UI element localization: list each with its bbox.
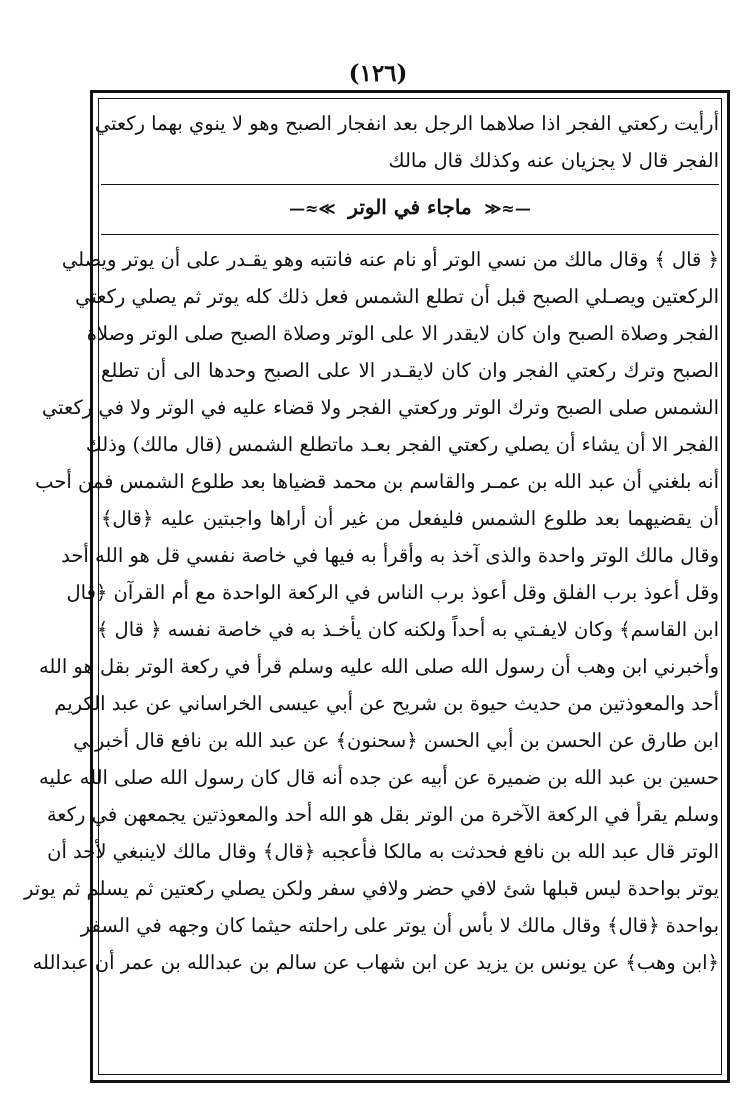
body-line: وقل أعوذ برب الفلق وقل أعوذ برب الناس في الركعة الواحدة مع أم القرآن ﴿قال: [66, 581, 719, 604]
body-line: ابن طارق عن الحسن بن أبي الحسن ﴿سحنون﴾ عن عبد الله بن نافع قال أخبرني: [73, 729, 719, 752]
section-heading: [101, 185, 719, 229]
body-line: الوتر قال عبد الله بن نافع فحدثت به مالكا فأعجبه ﴿قال﴾ وقال مالك لاينبغي لأحد أن: [47, 840, 719, 863]
body-line: بواحدة ﴿قال﴾ وقال مالك لا بأس أن يوتر على راحلته حيثما كان وجهه في السفر: [80, 914, 719, 937]
ornament-right: —≈≪: [484, 199, 531, 218]
ornament-left: ≫≈—: [289, 199, 336, 218]
text-content: [24, 103, 719, 1072]
body-line: أنه بلغني أن عبد الله بن عمـر والقاسم بن محمد قضياها بعد طلوع الشمس فمن أحب: [35, 470, 719, 493]
body-line: الفجر الا أن يشاء أن يصلي ركعتي الفجر بعـد ماتطلع الشمس (قال مالك) وذلك: [85, 433, 719, 456]
body-line: أحد والمعوذتين من حديث حيوة بن شريح عن أبي عيسى الخراساني عن عبد الكريم: [54, 692, 719, 715]
body-line: أن يقضيهما بعد طلوع الشمس فليفعل من غير أن أراها واجبتين عليه ﴿قال﴾: [101, 507, 719, 530]
body-line: الفجر وصلاة الصبح وان كان لايقدر الا على الوتر وصلاة الصبح صلى الوتر وصلاة: [86, 322, 719, 345]
body-line: وأخبرني ابن وهب أن رسول الله صلى الله عليه وسلم قرأ في ركعة الوتر بقل هو الله: [38, 655, 719, 678]
intro-line: الفجر قال لا يجزيان عنه وكذلك قال مالك: [388, 149, 719, 172]
body-line: ﴿ قال ﴾ وقال مالك من نسي الوتر أو نام عنه فانتبه وهو يقـدر على أن يوتر ويصلي: [61, 248, 719, 271]
body-line: ابن القاسم﴾ وكان لايفـتي به أحداً ولكنه كان يأخـذ به في خاصة نفسه ﴿ قال ﴾: [96, 618, 719, 641]
body-paragraph: [24, 241, 719, 981]
intro-paragraph: [94, 105, 719, 179]
body-line: وقال مالك الوتر واحدة والذى آخذ به وأقرأ به فيها في خاصة نفسي قل هو الله أحد: [61, 544, 719, 567]
intro-line: أرأيت ركعتي الفجر اذا صلاهما الرجل بعد انفجار الصبح وهو لا ينوي بهما ركعتي: [94, 112, 719, 135]
body-line: الركعتين ويصـلي الصبح قبل أن تطلع الشمس فعل ذلك كله يوتر ثم يصلي ركعتي: [75, 285, 719, 308]
body-line: حسين بن عبد الله بن ضميرة عن أبيه عن جده أنه قال كان رسول الله صلى الله عليه: [39, 766, 719, 789]
body-line: ﴿ابن وهب﴾ عن يونس بن يزيد عن ابن شهاب عن سالم بن عبدالله بن عمر أن عبدالله: [32, 951, 719, 974]
divider-rule: [101, 234, 719, 235]
page-frame: [24, 90, 730, 1083]
body-line: الصبح وترك ركعتي الفجر وان كان لايقـدر الا على الصبح وحدها الى أن تطلع: [101, 359, 719, 382]
section-title: ماجاء في الوتر: [348, 195, 472, 219]
page-number: (١٢٦): [348, 60, 408, 87]
body-line: وسلم يقرأ في الركعة الآخرة من الوتر بقل هو الله أحد والمعوذتين يجمعهن في ركعة: [46, 803, 719, 826]
body-line: الشمس صلى الصبح وترك الوتر وركعتي الفجر ولا قضاء عليه في الوتر ولا في ركعتي: [41, 396, 719, 419]
body-line: يوتر بواحدة ليس قبلها شئ لافي حضر ولافي سفر ولكن يصلي ركعتين ثم يسلم ثم يوتر: [24, 877, 719, 900]
